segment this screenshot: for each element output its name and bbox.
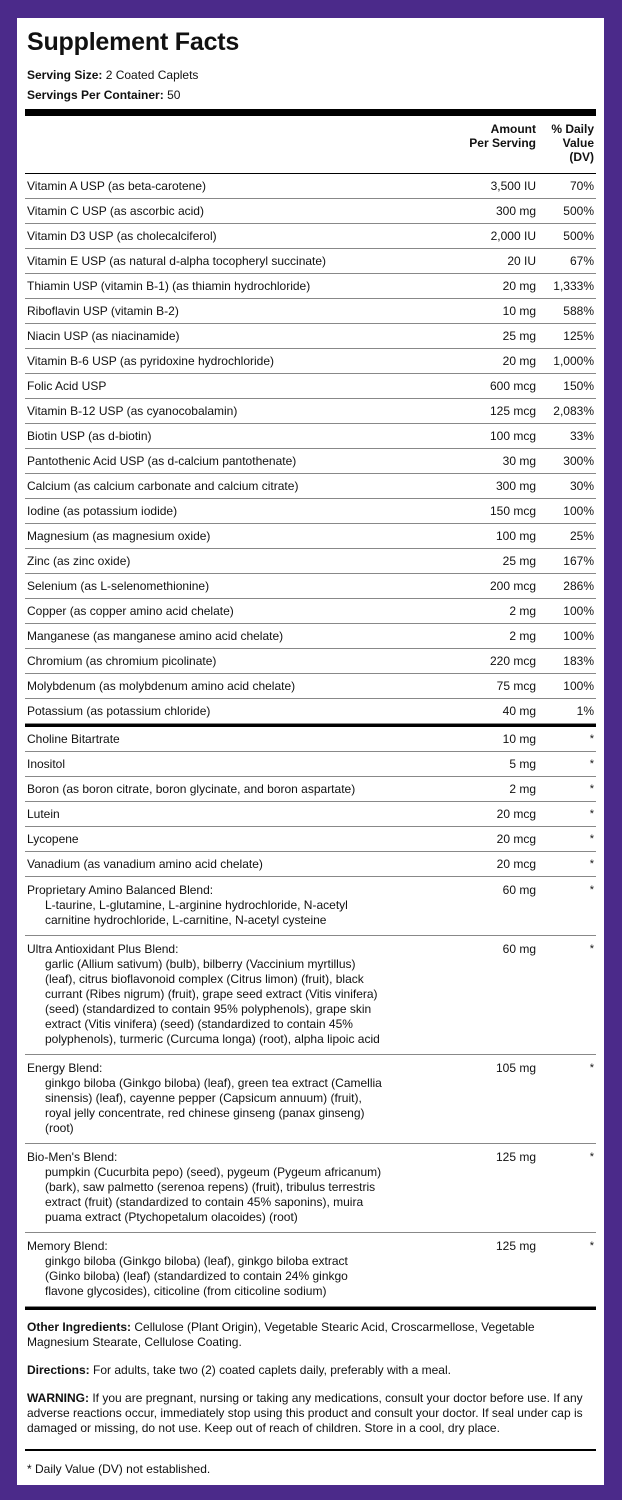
nutrient-dv: 67%	[569, 254, 594, 268]
amount-header-line1: Amount	[490, 122, 536, 136]
servings-per-container-label: Servings Per Container:	[27, 88, 164, 102]
blend-cell	[25, 942, 416, 1047]
serving-size-value: 2 Coated Caplets	[105, 68, 199, 82]
nutrient-row	[25, 349, 596, 374]
nutrient-row	[25, 499, 596, 524]
blend-ingredients: pumpkin (Cucurbita pepo) (seed), pygeum (Pygeum africanum) (bark), saw palmetto (serenoa repens) (fruit), tribulus terrestris extract (fruit) (standardized to contain 45% saponins), muira puama extract (Ptychopetalum olacoides) (root)	[45, 1165, 382, 1224]
nutrient-amount: 40 mg	[502, 704, 536, 718]
nutrient-amount: 20 IU	[507, 254, 536, 268]
nutrient-amount: 150 mcg	[489, 504, 536, 518]
blend-ingredients: ginkgo biloba (Ginkgo biloba) (leaf), green tea extract (Camellia sinensis) (leaf), cayenne pepper (Capsicum annuum) (fruit), royal jelly concentrate, red chinese ginseng (panax ginseng) (root)	[45, 1076, 382, 1135]
other-nutrient-amount: 20 mcg	[496, 832, 536, 846]
servings-per-container-value: 50	[167, 88, 181, 102]
nutrient-dv: 2,083%	[553, 404, 594, 418]
nutrient-amount: 3,500 IU	[490, 179, 536, 193]
other-nutrient-name: Lutein	[27, 807, 60, 821]
nutrient-name: Zinc (as zinc oxide)	[27, 554, 131, 568]
blend-dv: *	[589, 884, 594, 896]
other-nutrient-name: Lycopene	[27, 832, 79, 846]
other-nutrient-row	[25, 777, 596, 802]
nutrient-amount: 100 mcg	[489, 429, 536, 443]
blend-row	[25, 877, 596, 936]
blend-row	[25, 1233, 596, 1307]
nutrient-name: Thiamin USP (vitamin B-1) (as thiamin hydrochloride)	[27, 279, 311, 293]
nutrient-name: Vitamin D3 USP (as cholecalciferol)	[27, 229, 217, 243]
supplement-facts-panel	[17, 18, 604, 1485]
blend-dv: *	[589, 943, 594, 955]
other-nutrient-row	[25, 827, 596, 852]
nutrient-amount: 20 mg	[502, 279, 536, 293]
nutrient-name: Molybdenum (as molybdenum amino acid chelate)	[27, 679, 296, 693]
blend-amount: 125 mg	[495, 1150, 536, 1164]
blend-dv: *	[589, 1240, 594, 1252]
dv-header-line3: (DV)	[569, 150, 594, 164]
blend-ingredients: garlic (Allium sativum) (bulb), bilberry (Vaccinium myrtillus) (leaf), citrus bioflavonoid complex (Citrus limon) (fruit), black currant (Ribes nigrum) (fruit), grape seed extract (Vitis vinifera) (seed) (standardized to contain 95% polyphenols), grape skin extract (Vitis vinifera) (seed) (standardized to contain 45% polyphenols), turmeric (Curcuma longa) (root), alpha lipoic acid	[45, 957, 380, 1046]
blend-row	[25, 1144, 596, 1233]
nutrient-dv: 100%	[563, 629, 594, 643]
nutrient-amount: 300 mg	[495, 479, 536, 493]
other-nutrient-dv: *	[589, 833, 594, 845]
nutrient-dv: 100%	[563, 504, 594, 518]
nutrient-row	[25, 174, 596, 199]
nutrient-amount: 2 mg	[509, 604, 536, 618]
nutrient-name: Magnesium (as magnesium oxide)	[27, 529, 211, 543]
nutrient-name: Folic Acid USP	[27, 379, 107, 393]
dv-header-line2: Value	[562, 136, 594, 150]
nutrient-dv: 30%	[569, 479, 594, 493]
nutrient-name: Chromium (as chromium picolinate)	[27, 654, 217, 668]
directions-label: Directions:	[27, 1363, 90, 1377]
blend-ingredients: L-taurine, L-glutamine, L-arginine hydrochloride, N-acetyl carnitine hydrochloride, L-carnitine, N-acetyl cysteine	[45, 898, 348, 927]
other-ingredients	[27, 1320, 594, 1350]
blend-name: Proprietary Amino Balanced Blend:	[27, 883, 214, 897]
blend-cell	[25, 883, 416, 928]
nutrient-dv: 286%	[563, 579, 594, 593]
nutrient-row	[25, 649, 596, 674]
nutrient-dv: 1,000%	[553, 354, 594, 368]
other-nutrient-name: Choline Bitartrate	[27, 732, 120, 746]
blend-list	[25, 877, 596, 1307]
nutrient-dv: 100%	[563, 604, 594, 618]
dv-header	[536, 116, 596, 173]
nutrient-row	[25, 374, 596, 399]
blend-row	[25, 936, 596, 1055]
nutrient-row	[25, 549, 596, 574]
other-nutrient-list	[25, 724, 596, 877]
blend-name: Memory Blend:	[27, 1239, 108, 1253]
nutrient-name: Vitamin C USP (as ascorbic acid)	[27, 204, 204, 218]
other-nutrient-dv: *	[589, 808, 594, 820]
blend-cell	[25, 1061, 416, 1136]
nutrient-amount: 200 mcg	[489, 579, 536, 593]
nutrient-name: Vitamin B-6 USP (as pyridoxine hydrochloride)	[27, 354, 275, 368]
blend-name: Energy Blend:	[27, 1061, 103, 1075]
nutrient-row	[25, 424, 596, 449]
blend-amount: 60 mg	[502, 883, 536, 897]
nutrient-name: Iodine (as potassium iodide)	[27, 504, 178, 518]
nutrient-row	[25, 574, 596, 599]
nutrient-dv: 588%	[563, 304, 594, 318]
dv-header-line1: % Daily	[551, 122, 594, 136]
blend-dv: *	[589, 1062, 594, 1074]
other-nutrient-amount: 20 mcg	[496, 807, 536, 821]
column-header	[25, 116, 596, 174]
nutrient-amount: 20 mg	[502, 354, 536, 368]
blend-amount: 125 mg	[495, 1239, 536, 1253]
blend-ingredients: ginkgo biloba (Ginkgo biloba) (leaf), ginkgo biloba extract (Ginko biloba) (leaf) (standardized to contain 24% ginkgo flavone glycosides), citicoline (from citicoline sodium)	[45, 1254, 348, 1298]
nutrient-amount: 125 mcg	[489, 404, 536, 418]
nutrient-row	[25, 599, 596, 624]
nutrient-row	[25, 274, 596, 299]
nutrient-row	[25, 674, 596, 699]
nutrient-row	[25, 249, 596, 274]
other-ingredients-label: Other Ingredients:	[27, 1320, 132, 1334]
nutrient-name: Copper (as copper amino acid chelate)	[27, 604, 234, 618]
nutrient-row	[25, 199, 596, 224]
other-nutrient-dv: *	[589, 758, 594, 770]
other-nutrient-dv: *	[589, 783, 594, 795]
serving-size	[27, 65, 596, 85]
nutrient-dv: 100%	[563, 679, 594, 693]
nutrient-dv: 1%	[576, 704, 594, 718]
nutrient-row	[25, 474, 596, 499]
nutrient-dv: 300%	[563, 454, 594, 468]
nutrient-amount: 25 mg	[502, 329, 536, 343]
amount-header-line2: Per Serving	[469, 136, 536, 150]
nutrient-dv: 150%	[563, 379, 594, 393]
nutrient-dv: 183%	[563, 654, 594, 668]
other-nutrient-amount: 5 mg	[509, 757, 536, 771]
nutrient-name: Vitamin B-12 USP (as cyanocobalamin)	[27, 404, 238, 418]
other-nutrient-amount: 10 mg	[502, 732, 536, 746]
nutrient-row	[25, 224, 596, 249]
nutrient-amount: 10 mg	[502, 304, 536, 318]
nutrient-dv: 167%	[563, 554, 594, 568]
nutrient-amount: 25 mg	[502, 554, 536, 568]
nutrient-row	[25, 449, 596, 474]
other-nutrient-dv: *	[589, 733, 594, 745]
directions	[27, 1363, 594, 1378]
nutrient-name: Biotin USP (as d-biotin)	[27, 429, 152, 443]
blend-name: Bio-Men's Blend:	[27, 1150, 118, 1164]
other-nutrient-row	[25, 752, 596, 777]
warning-text: If you are pregnant, nursing or taking any medications, consult your doctor before use. If any adverse reactions occur, immediately stop using this product and consult your doctor. If seal under cap is damaged or missing, do not use. Keep out of reach of children. Store in a cool, dry place.	[27, 1391, 583, 1435]
nutrient-row	[25, 324, 596, 349]
other-nutrient-name: Inositol	[27, 757, 66, 771]
nutrient-dv: 70%	[569, 179, 594, 193]
servings-per-container	[27, 85, 596, 105]
nutrient-amount: 100 mg	[495, 529, 536, 543]
other-nutrient-amount: 20 mcg	[496, 857, 536, 871]
nutrient-amount: 30 mg	[502, 454, 536, 468]
warning	[27, 1391, 594, 1436]
nutrient-amount: 2,000 IU	[490, 229, 536, 243]
notes	[25, 1310, 596, 1436]
nutrient-name: Pantothenic Acid USP (as d-calcium pantothenate)	[27, 454, 297, 468]
blend-dv: *	[589, 1151, 594, 1163]
other-nutrient-dv: *	[589, 858, 594, 870]
warning-label: WARNING:	[27, 1391, 89, 1405]
nutrient-dv: 125%	[563, 329, 594, 343]
nutrient-name: Potassium (as potassium chloride)	[27, 704, 211, 718]
nutrient-dv: 500%	[563, 229, 594, 243]
nutrient-row	[25, 399, 596, 424]
nutrient-name: Manganese (as manganese amino acid chelate)	[27, 629, 284, 643]
other-ingredients-text: Cellulose (Plant Origin), Vegetable Stearic Acid, Croscarmellose, Vegetable Magnesium Stearate, Cellulose Coating.	[27, 1320, 535, 1349]
nutrient-name: Riboflavin USP (vitamin B-2)	[27, 304, 179, 318]
nutrient-amount: 300 mg	[495, 204, 536, 218]
nutrient-amount: 600 mcg	[489, 379, 536, 393]
nutrient-name: Vitamin A USP (as beta-carotene)	[27, 179, 206, 193]
blend-amount: 105 mg	[495, 1061, 536, 1075]
other-nutrient-row	[25, 802, 596, 827]
nutrient-dv: 25%	[569, 529, 594, 543]
other-nutrient-row	[25, 852, 596, 877]
nutrient-row	[25, 299, 596, 324]
nutrient-row	[25, 624, 596, 649]
nutrient-row	[25, 699, 596, 724]
thick-divider	[25, 109, 596, 116]
nutrient-name: Selenium (as L-selenomethionine)	[27, 579, 210, 593]
nutrient-name: Calcium (as calcium carbonate and calcium citrate)	[27, 479, 299, 493]
panel-title: Supplement Facts	[27, 28, 240, 56]
other-nutrient-row	[25, 727, 596, 752]
blend-amount: 60 mg	[502, 942, 536, 956]
blend-cell	[25, 1239, 416, 1299]
other-nutrient-amount: 2 mg	[509, 782, 536, 796]
nutrient-name: Niacin USP (as niacinamide)	[27, 329, 180, 343]
serving-size-label: Serving Size:	[27, 68, 103, 82]
nutrient-name: Vitamin E USP (as natural d-alpha tocopheryl succinate)	[27, 254, 327, 268]
blend-cell	[25, 1150, 416, 1225]
nutrient-row	[25, 524, 596, 549]
blend-name: Ultra Antioxidant Plus Blend:	[27, 942, 179, 956]
nutrient-list	[25, 174, 596, 724]
nutrient-amount: 75 mcg	[496, 679, 536, 693]
directions-text: For adults, take two (2) coated caplets daily, preferably with a meal.	[93, 1363, 451, 1377]
nutrient-amount: 220 mcg	[489, 654, 536, 668]
nutrient-dv: 1,333%	[553, 279, 594, 293]
nutrient-amount: 2 mg	[509, 629, 536, 643]
amount-header	[416, 116, 536, 173]
nutrient-dv: 500%	[563, 204, 594, 218]
other-nutrient-name: Boron (as boron citrate, boron glycinate, and boron aspartate)	[27, 782, 356, 796]
nutrient-dv: 33%	[569, 429, 594, 443]
blend-row	[25, 1055, 596, 1144]
footnote: * Daily Value (DV) not established.	[25, 1449, 596, 1476]
other-nutrient-name: Vanadium (as vanadium amino acid chelate)	[27, 857, 263, 871]
